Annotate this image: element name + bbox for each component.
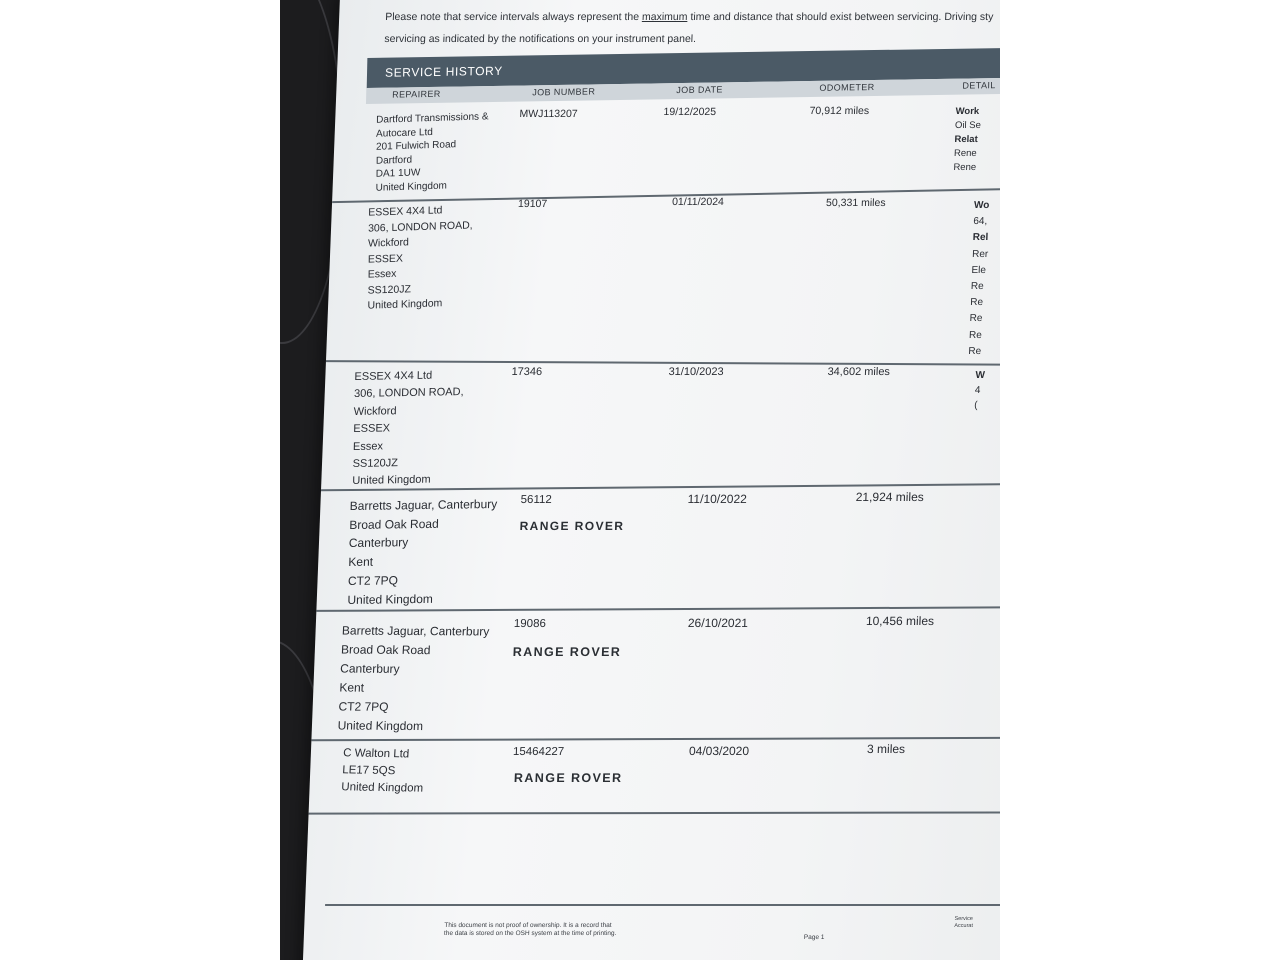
details-line: Oil Se	[954, 120, 982, 131]
details-line: Ele	[971, 264, 987, 276]
job-date: 11/10/2022	[687, 492, 748, 506]
details-line: Re	[970, 281, 984, 293]
odometer-value: 70,912 miles	[809, 105, 870, 117]
repairer-line: C Walton Ltd	[342, 747, 410, 761]
row-divider	[311, 737, 1000, 741]
repairer-line: Wickford	[353, 405, 397, 418]
range-rover-logo: RANGE ROVER	[512, 645, 622, 659]
job-number: 15464227	[512, 746, 565, 758]
repairer-line: ESSEX 4X4 Ltd	[354, 369, 433, 383]
job-number: MWJ113207	[519, 108, 578, 120]
details-line: Rene	[953, 162, 977, 173]
repairer-line: Kent	[339, 680, 365, 695]
details-cell	[953, 105, 982, 175]
column-header-details: DETAIL	[962, 80, 996, 91]
column-header-job-number: JOB NUMBER	[532, 86, 596, 98]
repairer-line: United Kingdom	[347, 591, 434, 607]
details-line: 64,	[973, 216, 988, 228]
disclaimer-line: the data is stored on the OSH system at the time of printing.	[443, 930, 617, 937]
repairer-line: Essex	[367, 267, 397, 281]
details-line: Rene	[953, 148, 977, 159]
odometer-value: 50,331 miles	[825, 197, 886, 209]
job-date: 04/03/2020	[688, 744, 750, 758]
column-header-job-date: JOB DATE	[676, 84, 724, 96]
repairer-line: 306, LONDON ROAD,	[368, 218, 473, 235]
repairer-cell	[352, 367, 464, 491]
details-line: Rer	[971, 248, 989, 260]
details-cell	[968, 198, 990, 360]
job-number: 19086	[513, 618, 547, 630]
repairer-line: LE17 5QS	[341, 764, 396, 778]
job-date: 31/10/2023	[668, 366, 724, 378]
repairer-cell	[347, 495, 497, 609]
repairer-line: United Kingdom	[367, 297, 443, 312]
repairer-line: United Kingdom	[337, 718, 424, 734]
details-line: Wo	[973, 200, 990, 211]
repairer-line: 306, LONDON ROAD,	[353, 386, 464, 401]
repairer-line: Canterbury	[339, 661, 400, 676]
job-date: 01/11/2024	[671, 196, 725, 208]
job-number: 19107	[517, 198, 548, 210]
repairer-line: United Kingdom	[375, 180, 447, 194]
repairer-line: Broad Oak Road	[340, 642, 431, 658]
repairer-line: United Kingdom	[340, 781, 424, 795]
job-date: 19/12/2025	[663, 106, 717, 118]
repairer-line: Barretts Jaguar, Canterbury	[341, 623, 490, 639]
ownership-disclaimer	[444, 922, 705, 938]
repairer-line: CT2 7PQ	[347, 573, 399, 588]
repairer-line: SS120JZ	[367, 282, 411, 297]
notice-text-before: Please note that service intervals always represent the	[384, 11, 643, 23]
details-line: (	[974, 400, 978, 411]
details-line: Re	[969, 313, 983, 325]
page-number: Page 1	[803, 934, 825, 941]
disclaimer-line: This document is not proof of ownership. It is a record that	[444, 922, 612, 929]
job-number: 56112	[520, 494, 553, 506]
service-interval-notice	[384, 6, 1000, 50]
repairer-line: Kent	[348, 554, 374, 570]
repairer-line: Essex	[352, 440, 384, 453]
repairer-cell	[337, 621, 490, 736]
repairer-cell	[341, 745, 426, 797]
footer-right-note	[954, 916, 973, 930]
repairer-line: CT2 7PQ	[338, 699, 389, 714]
range-rover-logo: RANGE ROVER	[519, 519, 625, 533]
repairer-line: DA1 1UW	[375, 167, 421, 181]
footer-divider	[325, 904, 1000, 906]
repairer-line: Autocare Ltd	[376, 126, 433, 140]
photo-frame	[280, 0, 1000, 960]
footer-right-line: Service	[954, 916, 974, 922]
repairer-cell	[376, 110, 489, 195]
repairer-line: Dartford	[375, 154, 413, 167]
job-date: 26/10/2021	[687, 616, 749, 630]
repairer-line: Canterbury	[348, 535, 409, 551]
repairer-line: Barretts Jaguar, Canterbury	[349, 496, 498, 514]
repairer-line: 201 Fulwich Road	[375, 139, 457, 153]
row-divider	[309, 811, 1000, 814]
odometer-value: 3 miles	[866, 742, 906, 756]
section-title: SERVICE HISTORY	[384, 63, 503, 80]
details-line: Rel	[972, 232, 989, 244]
notice-emphasis: maximum	[641, 11, 688, 23]
notice-line-2: servicing as indicated by the notifications on your instrument panel.	[384, 33, 697, 45]
repairer-line: Wickford	[367, 236, 409, 250]
column-header-repairer: REPAIRER	[392, 88, 441, 100]
repairer-line: Broad Oak Road	[349, 516, 439, 532]
row-divider	[326, 360, 1000, 365]
repairer-line: ESSEX	[353, 422, 391, 436]
details-line: Re	[968, 345, 982, 357]
details-line: W	[975, 370, 986, 381]
details-line: Re	[970, 297, 984, 309]
repairer-line: ESSEX 4X4 Ltd	[368, 204, 443, 219]
odometer-value: 21,924 miles	[855, 490, 925, 504]
column-header-odometer: ODOMETER	[819, 82, 875, 93]
repairer-line: SS120JZ	[352, 457, 399, 470]
details-cell	[974, 368, 985, 413]
repairer-line: ESSEX	[367, 252, 403, 266]
footer-right-line: Accurat	[954, 923, 974, 929]
details-line: 4	[974, 385, 981, 396]
range-rover-logo: RANGE ROVER	[513, 771, 623, 785]
repairer-line: United Kingdom	[352, 474, 431, 488]
odometer-value: 34,602 miles	[827, 366, 891, 378]
service-history-document	[302, 0, 1000, 960]
details-line: Work	[955, 106, 980, 117]
repairer-line: Dartford Transmissions &	[376, 111, 489, 126]
repairer-cell	[368, 202, 473, 314]
job-number: 17346	[511, 366, 543, 378]
notice-text-after: time and distance that should exist between servicing. Driving sty	[687, 11, 994, 23]
details-line: Re	[968, 329, 982, 341]
odometer-value: 10,456 miles	[865, 614, 935, 628]
details-line: Relat	[954, 134, 978, 145]
